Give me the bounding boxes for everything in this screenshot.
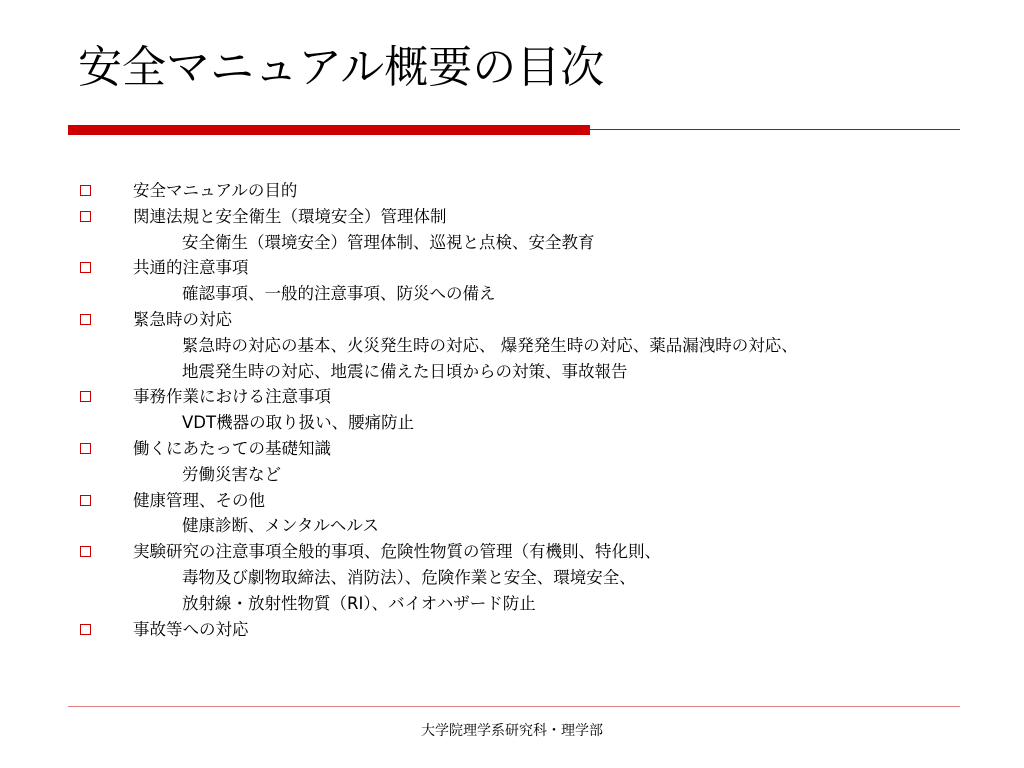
- toc-subitem-text: 毒物及び劇物取締法、消防法）、危険作業と安全、環境安全、: [182, 567, 636, 587]
- toc-item: [78, 204, 978, 230]
- toc-subitem-text: 放射線・放射性物質（RI）、バイオハザード防止: [182, 593, 536, 613]
- toc-subitem-text: 緊急時の対応の基本、火災発生時の対応、 爆発発生時の対応、薬品漏洩時の対応、: [182, 335, 798, 355]
- toc-subitem: [78, 230, 978, 256]
- toc-item-text: 共通的注意事項: [133, 258, 249, 278]
- toc-item-text: 働くにあたっての基礎知識: [133, 438, 331, 458]
- toc-item: [78, 178, 978, 204]
- toc-item-text: 事故等への対応: [133, 619, 249, 639]
- toc-subitem: [78, 565, 978, 591]
- toc-item: [78, 307, 978, 333]
- toc-item: [78, 617, 978, 643]
- toc-item: [78, 436, 978, 462]
- toc-subitem: [78, 462, 978, 488]
- toc-item-text: 緊急時の対応: [133, 309, 232, 329]
- toc-subitem: [78, 410, 978, 436]
- square-bullet-icon: [80, 211, 91, 222]
- toc-item: [78, 488, 978, 514]
- toc-item: [78, 384, 978, 410]
- toc-subitem: [78, 359, 978, 385]
- toc-subitem: [78, 281, 978, 307]
- square-bullet-icon: [80, 314, 91, 325]
- toc-subitem-text: 地震発生時の対応、地震に備えた日頃からの対策、事故報告: [182, 361, 628, 381]
- toc-list: [78, 178, 978, 642]
- square-bullet-icon: [80, 624, 91, 635]
- square-bullet-icon: [80, 546, 91, 557]
- square-bullet-icon: [80, 443, 91, 454]
- toc-item-text: 安全マニュアルの目的: [133, 181, 298, 200]
- toc-subitem-text: VDT機器の取り扱い、腰痛防止: [182, 413, 415, 433]
- toc-item-text: 関連法規と安全衛生（環境安全）管理体制: [133, 206, 447, 226]
- toc-item-text: 健康管理、その他: [133, 490, 265, 510]
- square-bullet-icon: [80, 262, 91, 273]
- square-bullet-icon: [80, 391, 91, 402]
- toc-item-text: 実験研究の注意事項全般的事項、危険性物質の管理（有機則、特化則、: [133, 542, 661, 562]
- toc-subitem: [78, 333, 978, 359]
- toc-item: [78, 255, 978, 281]
- toc-subitem-text: 健康診断、メンタルヘルス: [182, 516, 379, 536]
- toc-subitem: [78, 513, 978, 539]
- toc-subitem-text: 確認事項、一般的注意事項、防災への備え: [182, 284, 496, 304]
- slide-title: 安全マニュアル概要の目次: [78, 42, 605, 93]
- square-bullet-icon: [80, 185, 91, 196]
- title-accent-bar: [68, 125, 590, 135]
- toc-item-text: 事務作業における注意事項: [133, 387, 331, 407]
- square-bullet-icon: [80, 495, 91, 506]
- footer-text: 大学院理学系研究科・理学部: [421, 723, 603, 739]
- toc-item: [78, 539, 978, 565]
- toc-subitem: [78, 591, 978, 617]
- toc-subitem-text: 労働災害など: [182, 464, 281, 484]
- toc-subitem-text: 安全衛生（環境安全）管理体制、巡視と点検、安全教育: [182, 232, 595, 252]
- footer-divider-line: [68, 706, 960, 707]
